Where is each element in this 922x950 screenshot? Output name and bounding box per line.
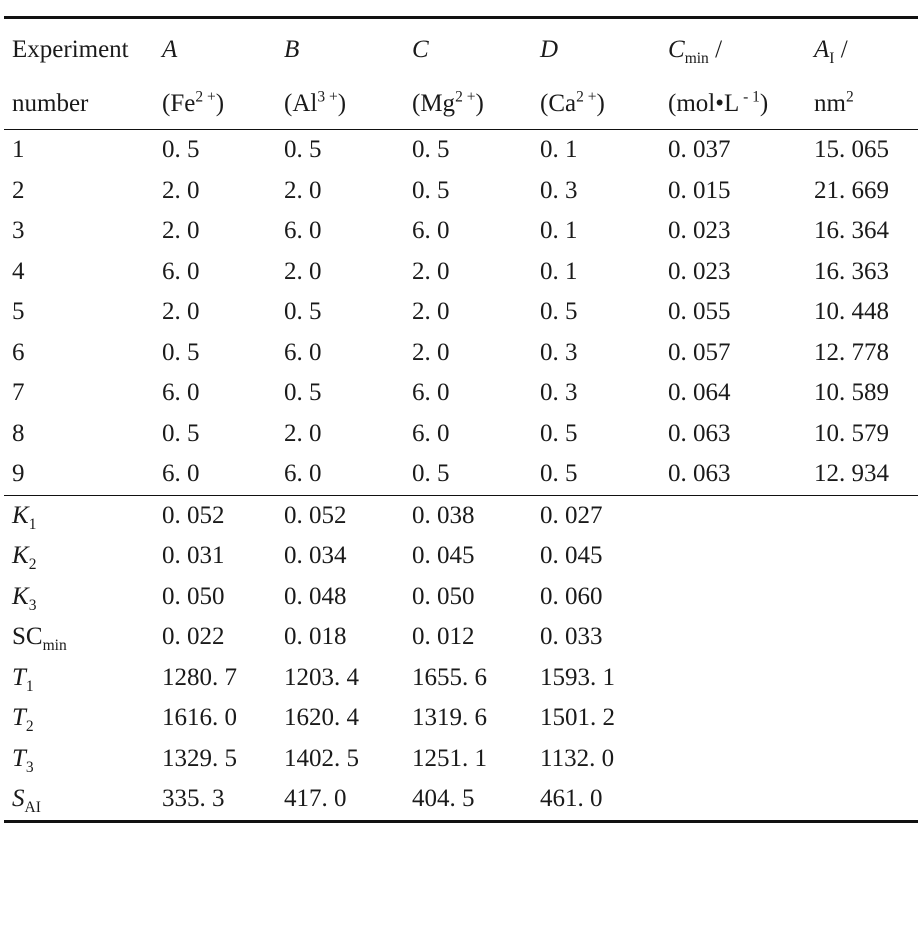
header-ai: $A_I$ / bbox=[806, 18, 918, 80]
value-cmin: 0. 063 bbox=[668, 460, 731, 488]
orthogonal-experiment-table-container bbox=[4, 16, 918, 823]
value-ai: 16. 364 bbox=[814, 217, 889, 245]
summary-a: 0. 052 bbox=[154, 495, 276, 536]
value-b: 6. 0 bbox=[284, 338, 322, 366]
summary-c: 0. 050 bbox=[412, 582, 475, 610]
summary-row bbox=[4, 577, 918, 618]
header-factor-d: D bbox=[532, 18, 660, 80]
value-d: 0. 1 bbox=[540, 136, 578, 164]
header-experiment: Experiment bbox=[4, 18, 154, 80]
value-d: 0. 3 bbox=[540, 338, 578, 366]
value-d: 0. 1 bbox=[540, 217, 578, 245]
value-b: 2. 0 bbox=[284, 257, 322, 285]
value-d: 0. 3 bbox=[540, 176, 578, 204]
value-ai: 21. 669 bbox=[814, 176, 889, 204]
value-d: 0. 3 bbox=[540, 379, 578, 407]
header-factor-c: C bbox=[404, 18, 532, 80]
empty-cell bbox=[660, 536, 806, 577]
value-a: 6. 0 bbox=[162, 460, 200, 488]
summary-a: 1280. 7 bbox=[162, 663, 237, 691]
value-cmin: 0. 063 bbox=[668, 419, 731, 447]
header-cmin-unit: (mol•L $^{- 1}$) bbox=[660, 79, 806, 130]
summary-a: 0. 050 bbox=[162, 582, 225, 610]
summary-d: 0. 060 bbox=[540, 582, 603, 610]
empty-cell bbox=[806, 779, 918, 821]
value-ai: 15. 065 bbox=[814, 136, 889, 164]
value-ai: 12. 778 bbox=[814, 338, 889, 366]
value-ai: 12. 934 bbox=[814, 460, 889, 488]
empty-cell bbox=[660, 577, 806, 618]
header-ion-d: $(Ca^{2 +})$ bbox=[532, 79, 660, 130]
value-cmin: 0. 064 bbox=[668, 379, 731, 407]
summary-b: 0. 052 bbox=[276, 495, 404, 536]
summary-a: 0. 031 bbox=[162, 542, 225, 570]
summary-b: 1402. 5 bbox=[284, 744, 359, 772]
value-cmin: 0. 037 bbox=[668, 136, 731, 164]
table-row bbox=[4, 373, 918, 414]
value-d: 0. 1 bbox=[540, 257, 578, 285]
summary-row bbox=[4, 495, 918, 536]
summary-label: $K_2$ bbox=[12, 542, 37, 574]
summary-d: 1132. 0 bbox=[540, 744, 615, 772]
value-b: 6. 0 bbox=[284, 217, 322, 245]
summary-d: 461. 0 bbox=[532, 779, 660, 821]
value-d: 0. 5 bbox=[540, 298, 578, 326]
summary-c: 404. 5 bbox=[404, 779, 532, 821]
value-ai: 10. 589 bbox=[814, 379, 889, 407]
summary-b: 0. 034 bbox=[284, 542, 347, 570]
value-a: 2. 0 bbox=[162, 217, 200, 245]
summary-c: 1251. 1 bbox=[412, 744, 487, 772]
header-number: number bbox=[4, 79, 154, 130]
header-row-1 bbox=[4, 18, 918, 80]
experiment-number: 8 bbox=[12, 419, 25, 447]
empty-cell bbox=[660, 739, 806, 780]
summary-b: 0. 048 bbox=[284, 582, 347, 610]
summary-a: 335. 3 bbox=[154, 779, 276, 821]
value-ai: 10. 448 bbox=[814, 298, 889, 326]
value-cmin: 0. 055 bbox=[668, 298, 731, 326]
header-ai-unit: $nm^2$ bbox=[806, 79, 918, 130]
summary-d: 1593. 1 bbox=[540, 663, 615, 691]
experiment-number: 3 bbox=[12, 217, 25, 245]
summary-row bbox=[4, 698, 918, 739]
table-row bbox=[4, 333, 918, 374]
experiment-number: 9 bbox=[12, 460, 25, 488]
table-row bbox=[4, 252, 918, 293]
summary-d: 1501. 2 bbox=[540, 704, 615, 732]
table-row bbox=[4, 454, 918, 495]
empty-cell bbox=[806, 536, 918, 577]
empty-cell bbox=[660, 617, 806, 658]
value-cmin: 0. 057 bbox=[668, 338, 731, 366]
value-ai: 16. 363 bbox=[814, 257, 889, 285]
summary-b: 417. 0 bbox=[276, 779, 404, 821]
value-b: 0. 5 bbox=[284, 379, 322, 407]
header-factor-a: A bbox=[154, 18, 276, 80]
summary-label: $T_1$ bbox=[12, 663, 34, 695]
table-header bbox=[4, 18, 918, 130]
experiment-rows bbox=[4, 130, 918, 496]
experiment-number: 4 bbox=[12, 257, 25, 285]
header-cmin: $C_{min}$ / bbox=[660, 18, 806, 80]
empty-cell bbox=[660, 698, 806, 739]
header-ion-c: $(Mg^{2 +})$ bbox=[404, 79, 532, 130]
summary-rows bbox=[4, 495, 918, 821]
value-c: 2. 0 bbox=[412, 298, 450, 326]
experiment-number: 1 bbox=[12, 136, 25, 164]
value-c: 2. 0 bbox=[412, 257, 450, 285]
summary-b: 1203. 4 bbox=[284, 663, 359, 691]
value-c: 0. 5 bbox=[412, 176, 450, 204]
value-cmin: 0. 015 bbox=[668, 176, 731, 204]
experiment-number: 7 bbox=[12, 379, 25, 407]
summary-b: 0. 018 bbox=[284, 623, 347, 651]
experiment-number: 6 bbox=[12, 338, 25, 366]
empty-cell bbox=[806, 739, 918, 780]
table-row bbox=[4, 414, 918, 455]
value-c: 6. 0 bbox=[412, 419, 450, 447]
header-row-2 bbox=[4, 79, 918, 130]
empty-cell bbox=[806, 495, 918, 536]
summary-row bbox=[4, 779, 918, 821]
summary-row bbox=[4, 536, 918, 577]
empty-cell bbox=[660, 658, 806, 699]
value-c: 6. 0 bbox=[412, 379, 450, 407]
value-cmin: 0. 023 bbox=[668, 217, 731, 245]
value-c: 6. 0 bbox=[412, 217, 450, 245]
summary-c: 0. 045 bbox=[412, 542, 475, 570]
value-c: 0. 5 bbox=[412, 460, 450, 488]
summary-label: $SC_{min}$ bbox=[12, 623, 67, 655]
empty-cell bbox=[806, 658, 918, 699]
value-c: 0. 5 bbox=[412, 136, 450, 164]
summary-d: 0. 045 bbox=[540, 542, 603, 570]
value-b: 6. 0 bbox=[284, 460, 322, 488]
table-row bbox=[4, 130, 918, 171]
summary-label: $S_{AI}$ bbox=[4, 779, 154, 821]
value-a: 0. 5 bbox=[162, 338, 200, 366]
value-b: 0. 5 bbox=[284, 298, 322, 326]
empty-cell bbox=[806, 698, 918, 739]
summary-c: 1655. 6 bbox=[412, 663, 487, 691]
value-a: 2. 0 bbox=[162, 298, 200, 326]
value-b: 2. 0 bbox=[284, 419, 322, 447]
summary-label: $T_3$ bbox=[12, 744, 34, 776]
empty-cell bbox=[660, 495, 806, 536]
summary-label: $K_1$ bbox=[4, 495, 154, 536]
value-d: 0. 5 bbox=[540, 460, 578, 488]
value-ai: 10. 579 bbox=[814, 419, 889, 447]
value-a: 6. 0 bbox=[162, 379, 200, 407]
summary-b: 1620. 4 bbox=[284, 704, 359, 732]
orthogonal-experiment-table bbox=[4, 16, 918, 823]
value-a: 0. 5 bbox=[162, 419, 200, 447]
summary-a: 0. 022 bbox=[162, 623, 225, 651]
empty-cell bbox=[806, 577, 918, 618]
value-b: 2. 0 bbox=[284, 176, 322, 204]
value-a: 2. 0 bbox=[162, 176, 200, 204]
table-row bbox=[4, 211, 918, 252]
value-c: 2. 0 bbox=[412, 338, 450, 366]
value-b: 0. 5 bbox=[284, 136, 322, 164]
summary-c: 1319. 6 bbox=[412, 704, 487, 732]
summary-a: 1329. 5 bbox=[162, 744, 237, 772]
header-ion-a: $(Fe^{2 +})$ bbox=[154, 79, 276, 130]
value-cmin: 0. 023 bbox=[668, 257, 731, 285]
header-factor-b: B bbox=[276, 18, 404, 80]
value-d: 0. 5 bbox=[540, 419, 578, 447]
experiment-number: 5 bbox=[12, 298, 25, 326]
summary-d: 0. 027 bbox=[532, 495, 660, 536]
table-row bbox=[4, 292, 918, 333]
experiment-number: 2 bbox=[12, 176, 25, 204]
empty-cell bbox=[660, 779, 806, 821]
summary-label: $K_3$ bbox=[12, 582, 37, 614]
summary-d: 0. 033 bbox=[540, 623, 603, 651]
value-a: 6. 0 bbox=[162, 257, 200, 285]
summary-row bbox=[4, 617, 918, 658]
summary-label: $T_2$ bbox=[12, 704, 34, 736]
summary-c: 0. 038 bbox=[404, 495, 532, 536]
summary-a: 1616. 0 bbox=[162, 704, 237, 732]
value-a: 0. 5 bbox=[162, 136, 200, 164]
summary-row bbox=[4, 658, 918, 699]
table-row bbox=[4, 171, 918, 212]
summary-c: 0. 012 bbox=[412, 623, 475, 651]
empty-cell bbox=[806, 617, 918, 658]
header-ion-b: $(Al^{3 +})$ bbox=[276, 79, 404, 130]
summary-row bbox=[4, 739, 918, 780]
